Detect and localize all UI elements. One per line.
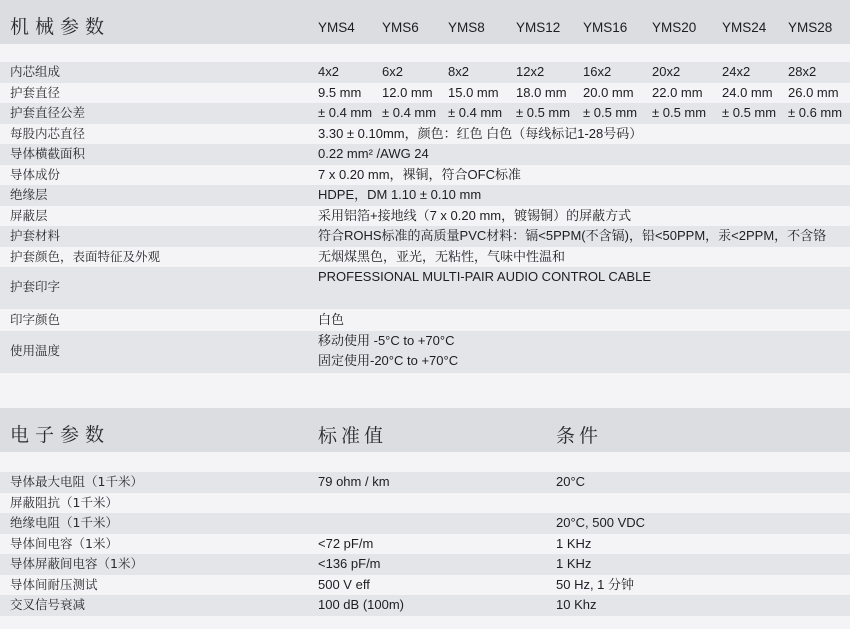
row-label: 导体屏蔽间电容（1米） [10,556,143,571]
table-row [0,472,850,493]
row-value: PROFESSIONAL MULTI-PAIR AUDIO CONTROL CABLE [318,269,652,284]
row-value: 24x2 [722,64,751,79]
row-label: 导体间耐压测试 [10,576,98,592]
row-value: 8x2 [448,64,469,79]
row-value: 符合ROHS标准的高质量PVC材料：镉<5PPM(不含镉)，铅<50PPM，汞<2PPM，不含铬 [318,228,827,243]
model-header: YMS6 [382,20,419,35]
row-label: 导体间电容（1米） [10,535,118,551]
table-row [0,513,850,534]
table-row [0,309,850,331]
row-value: 6x2 [382,64,403,79]
table-row [0,554,850,575]
row-label: 内芯组成 [10,64,61,79]
row-label: 每股内芯直径 [10,125,86,141]
table-row [0,247,850,268]
row-condition: 50 Hz, 1 分钟 [556,576,635,592]
row-value: ± 0.4 mm [382,105,437,120]
row-value: 4x2 [318,64,339,79]
row-label: 导体成份 [10,166,61,182]
row-value: 20x2 [652,64,681,79]
row-label: 使用温度 [10,343,61,358]
row-value: 7 x 0.20 mm，裸铜，符合OFC标准 [318,166,521,182]
table-row [0,493,850,514]
row-value: <136 pF/m [318,556,381,571]
row-label: 护套直径公差 [10,105,86,120]
row-value: HDPE，DM 1.10 ± 0.10 mm [318,187,482,202]
model-header: YMS24 [722,20,767,35]
row-label: 屏蔽层 [10,207,48,223]
row-label: 绝缘层 [10,187,48,202]
row-value: 16x2 [583,64,612,79]
table-row [0,575,850,596]
table-row [0,62,850,83]
model-header: YMS16 [583,20,628,35]
row-condition: 20°C, 500 VDC [556,515,646,530]
row-value: 移动使用 -5°C to +70°C [318,333,455,348]
model-header: YMS28 [788,20,833,35]
row-value: <72 pF/m [318,535,374,551]
row-value: 15.0 mm [448,84,499,100]
row-value: ± 0.6 mm [788,105,843,120]
row-value: ± 0.5 mm [516,105,571,120]
row-label: 交叉信号衰减 [10,597,86,612]
model-header: YMS20 [652,20,697,35]
table-row [0,267,850,309]
row-value: 18.0 mm [516,84,567,100]
row-value: 28x2 [788,64,817,79]
row-label: 护套直径 [10,84,61,100]
table-row [0,595,850,616]
row-value: 12x2 [516,64,545,79]
row-label: 护套材料 [10,228,61,243]
row-value: 22.0 mm [652,84,703,100]
row-value: 26.0 mm [788,84,839,100]
model-header: YMS4 [318,20,355,35]
row-value: ± 0.5 mm [722,105,777,120]
row-value: 79 ohm / km [318,474,390,489]
table-row [0,103,850,124]
value-column-header: 标准值 [318,425,388,447]
table-row [0,206,850,227]
row-value: ± 0.5 mm [583,105,638,120]
row-value: ± 0.4 mm [448,105,503,120]
row-value: 3.30 ± 0.10mm，颜色：红色 白色（每线标记1-28号码） [318,125,643,141]
row-value: 20.0 mm [583,84,634,100]
table-row [0,83,850,104]
model-header: YMS8 [448,20,485,35]
row-value: 白色 [318,312,345,327]
electrical-title: 电子参数 [10,424,111,446]
mechanical-title: 机械参数 [10,16,111,38]
row-label: 导体横截面积 [10,146,86,161]
row-label: 护套印字 [10,279,61,294]
table-row [0,226,850,247]
row-label: 导体最大电阻（1千米） [10,474,143,489]
row-value: ± 0.4 mm [318,105,373,120]
table-row [0,331,850,373]
row-value: ± 0.5 mm [652,105,707,120]
row-value: 采用铝箔+接地线（7 x 0.20 mm，镀锡铜）的屏蔽方式 [318,207,632,223]
row-value: 9.5 mm [318,84,362,100]
row-label: 护套颜色，表面特征及外观 [10,248,161,264]
table-row [0,165,850,186]
condition-column-header: 条件 [556,425,603,447]
model-header: YMS12 [516,20,561,35]
electrical-header [0,408,850,452]
row-value: 0.22 mm² /AWG 24 [318,146,429,161]
table-row [0,144,850,165]
row-condition: 20°C [556,474,586,489]
mechanical-header [0,0,850,44]
row-value: 500 V eff [318,576,370,592]
row-label: 绝缘电阻（1千米） [10,515,118,530]
row-value: 固定使用-20°C to +70°C [318,353,459,368]
table-row [0,124,850,145]
row-condition: 10 Khz [556,597,597,612]
table-row [0,534,850,555]
row-label: 屏蔽阻抗（1千米） [10,494,118,510]
row-value: 100 dB (100m) [318,597,404,612]
electrical-section [0,408,850,616]
table-row [0,185,850,206]
row-condition: 1 KHz [556,535,592,551]
row-label: 印字颜色 [10,312,61,327]
row-value: 无烟煤黑色，亚光，无粘性，气味中性温和 [318,248,566,264]
row-value: 24.0 mm [722,84,773,100]
row-value: 12.0 mm [382,84,433,100]
row-condition: 1 KHz [556,556,592,571]
